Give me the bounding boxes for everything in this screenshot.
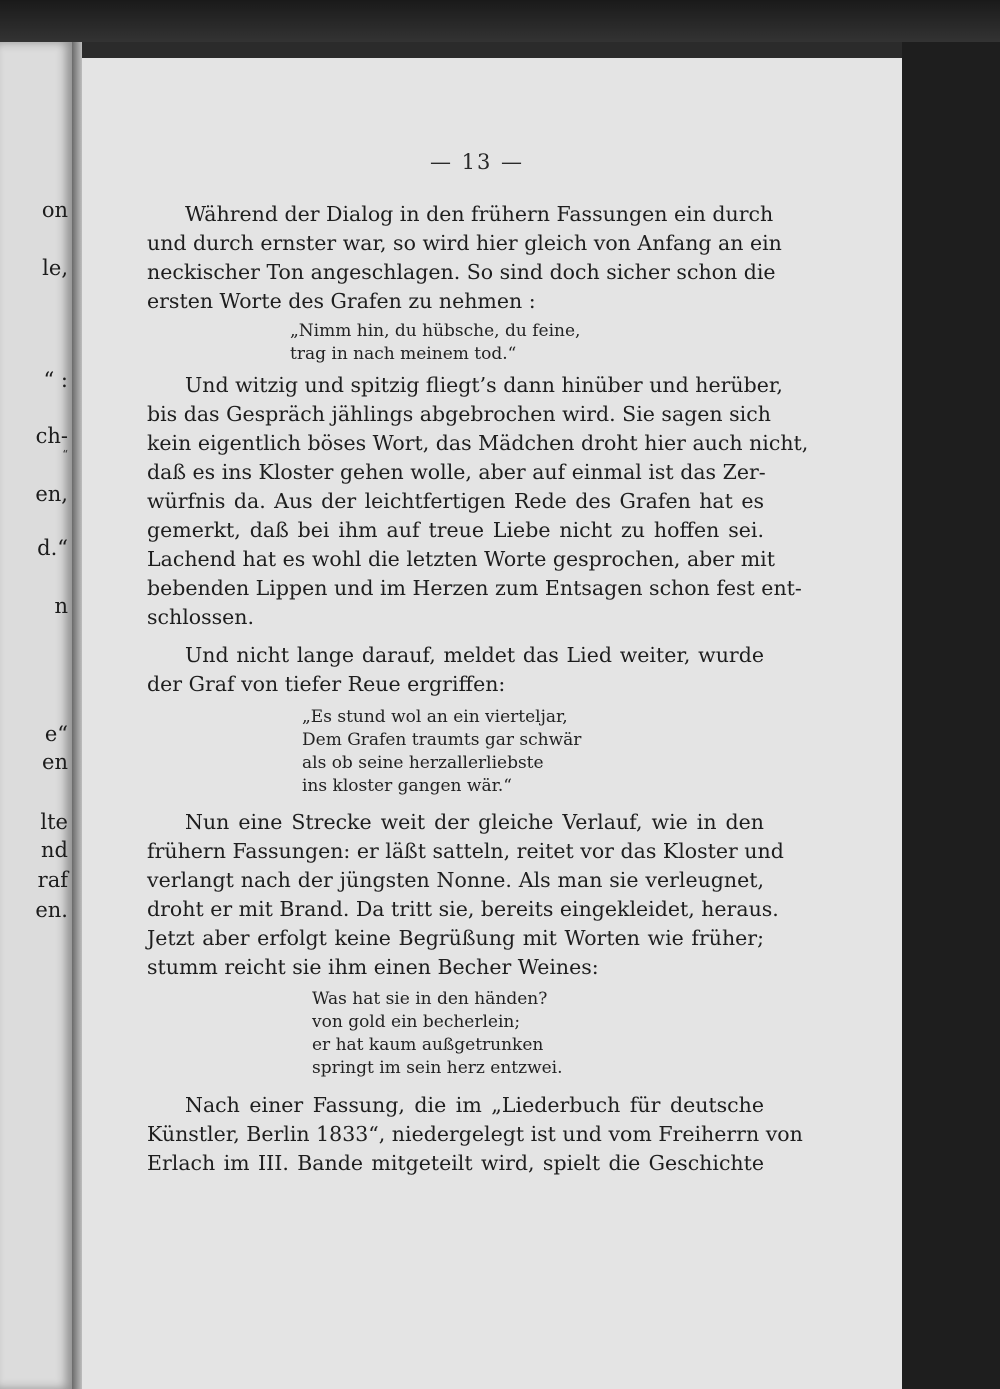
- previous-page-fragment: en.: [35, 898, 68, 922]
- previous-page-fragment: on: [41, 198, 68, 222]
- verse-line: „Es stund wol an ein vierteljar,: [302, 707, 568, 727]
- text-line: daß es ins Kloster gehen wolle, aber auf einmal ist das Zer-: [147, 460, 766, 484]
- book-page: [82, 58, 902, 1389]
- verse-line: von gold ein becherlein;: [312, 1012, 521, 1032]
- verse-line: als ob seine herzallerliebste: [302, 753, 544, 773]
- verse-line: trag in nach meinem tod.“: [290, 344, 517, 364]
- text-line: der Graf von tiefer Reue ergriffen:: [147, 672, 506, 696]
- text-line: Erlach im III. Bande mitgeteilt wird, spielt die Geschichte: [147, 1151, 764, 1175]
- verse-line: springt im sein herz entzwei.: [312, 1058, 563, 1078]
- text-line: kein eigentlich böses Wort, das Mädchen droht hier auch nicht,: [147, 431, 809, 455]
- scan-background: [902, 42, 1000, 1389]
- verse-line: ins kloster gangen wär.“: [302, 776, 512, 796]
- verse-line: „Nimm hin, du hübsche, du feine,: [290, 321, 581, 341]
- text-line: stumm reicht sie ihm einen Becher Weines:: [147, 955, 599, 979]
- book-gutter: [72, 42, 82, 1389]
- text-line: neckischer Ton angeschlagen. So sind doch sicher schon die: [147, 260, 776, 284]
- text-line: verlangt nach der jüngsten Nonne. Als man sie verleugnet,: [147, 868, 764, 892]
- text-line: Und nicht lange darauf, meldet das Lied weiter, wurde: [185, 643, 764, 667]
- scan-top-edge: [0, 0, 1000, 42]
- page-number: — 13 —: [429, 150, 525, 174]
- text-line: Nach einer Fassung, die im „Liederbuch für deutsche: [185, 1093, 764, 1117]
- text-line: Während der Dialog in den frühern Fassungen ein durch: [185, 202, 774, 226]
- text-line: ersten Worte des Grafen zu nehmen :: [147, 289, 536, 313]
- previous-page-fragment: d.“: [37, 536, 68, 560]
- previous-page-edge: [0, 42, 72, 1389]
- previous-page-fragment: raf: [37, 868, 68, 892]
- previous-page-fragment: “ :: [43, 368, 68, 392]
- previous-page-fragment: le,: [42, 256, 68, 280]
- text-line: Nun eine Strecke weit der gleiche Verlauf, wie in den: [185, 810, 764, 834]
- previous-page-fragment: lte: [40, 810, 68, 834]
- previous-page-fragment: e“: [44, 722, 68, 746]
- text-line: bebenden Lippen und im Herzen zum Entsagen schon fest ent-: [147, 576, 802, 600]
- verse-line: Dem Grafen traumts gar schwär: [302, 730, 582, 750]
- text-line: Jetzt aber erfolgt keine Begrüßung mit Worten wie früher;: [147, 926, 764, 950]
- previous-page-fragment: “: [62, 448, 68, 461]
- verse-line: er hat kaum außgetrunken: [312, 1035, 544, 1055]
- text-line: gemerkt, daß bei ihm auf treue Liebe nicht zu hoffen sei.: [147, 518, 764, 542]
- previous-page-fragment: ch-: [35, 424, 68, 448]
- text-line: bis das Gespräch jählings abgebrochen wird. Sie sagen sich: [147, 402, 771, 426]
- text-line: würfnis da. Aus der leichtfertigen Rede des Grafen hat es: [147, 489, 764, 513]
- previous-page-fragment: en: [42, 750, 68, 774]
- text-line: Und witzig und spitzig fliegt’s dann hinüber und herüber,: [185, 373, 783, 397]
- previous-page-fragment: nd: [41, 838, 68, 862]
- previous-page-fragment: n: [54, 594, 68, 618]
- text-line: und durch ernster war, so wird hier gleich von Anfang an ein: [147, 231, 782, 255]
- previous-page-fragment: en,: [35, 482, 68, 506]
- verse-line: Was hat sie in den händen?: [312, 989, 548, 1009]
- text-line: Lachend hat es wohl die letzten Worte gesprochen, aber mit: [147, 547, 775, 571]
- text-line: frühern Fassungen: er läßt satteln, reitet vor das Kloster und: [147, 839, 784, 863]
- text-line: Künstler, Berlin 1833“, niedergelegt ist und vom Freiherrn von: [147, 1122, 803, 1146]
- text-line: droht er mit Brand. Da tritt sie, bereits eingekleidet, heraus.: [147, 897, 779, 921]
- text-line: schlossen.: [147, 605, 254, 629]
